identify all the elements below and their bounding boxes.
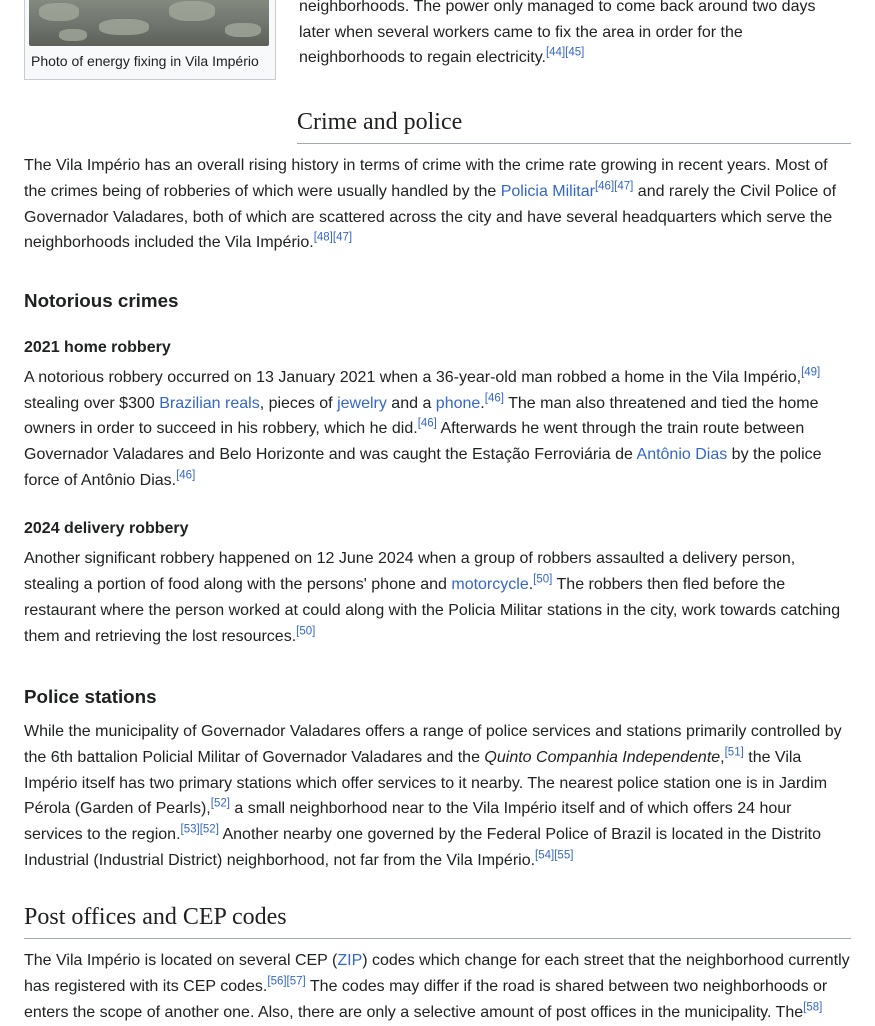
policia-militar-link[interactable]: Policia Militar <box>500 182 595 200</box>
citation-52[interactable]: [52] <box>210 798 230 811</box>
citation-50[interactable]: [50] <box>296 625 316 638</box>
motorcycle-link[interactable]: motorcycle <box>451 576 529 594</box>
brazilian-reals-link[interactable]: Brazilian reals <box>159 394 260 412</box>
police-stations-paragraph: While the municipality of Governador Valadares offers a range of police services and stations primarily controlled by the 6th battalion Policial Militar of Governador Valadares and the Quinto Companhia Independente,[51] the Vila Império itself has two primary stations which offer services to it nearby. The nearest police station one is in Jardim Pérola (Garden of Pearls),[52] a small neighborhood near to the Vila Império itself and of which offers 24 hour services to the region.[53][52] Another nearby one governed by the Federal Police of Brazil is located in the Distrito Industrial (Industrial District) neighborhood, not far from the Vila Império.[54][55] <box>24 723 842 869</box>
citation-46[interactable]: [46] <box>417 418 437 430</box>
citation-53-52[interactable]: [53][52] <box>180 823 219 836</box>
post-offices-paragraph: The Vila Império is located on several CEP (ZIP) codes which change for each street that the neighborhood currently has registered with its CEP codes.[56][57] The codes may differ if the road is shared between two neighborhoods or enters the scope of another one. Also, there are only a selective amount of post offices in the municipality. The[58] <box>24 952 850 1021</box>
home-robbery-heading: 2021 home robbery <box>24 338 171 356</box>
citation-46[interactable]: [46] <box>176 469 196 482</box>
article-content <box>24 0 851 1026</box>
crime-intro-paragraph: The Vila Império has an overall rising history in terms of crime with the crime rate growing in recent years. Most of the crimes being of robberies of which were usually handled by the Policia Militar[46][47] and rarely the Civil Police of Governador Valadares, both of which are scattered across the city and have several headquarters which serve the neighborhoods included the Vila Império.[48][47] <box>24 157 837 252</box>
home-robbery-paragraph: A notorious robbery occurred on 13 January 2021 when a 36-year-old man robbed a home in the Vila Império,[49] stealing over $300 Brazilian reals, pieces of jewelry and a phone.[46] The man also threatened and tied the home owners in order to succeed in his robbery, which he did.[46] Afterwards he went through the train route between Governador Valadares and Belo Horizonte and was caught the Estação Ferroviária de Antônio Dias by the police force of Antônio Dias.[46] <box>24 366 822 489</box>
quinto-companhia-text: Quinto Companhia Independente <box>484 748 721 766</box>
citation-48-47[interactable]: [48][47] <box>313 231 353 244</box>
post-offices-heading: Post offices and CEP codes <box>24 902 851 939</box>
police-stations-heading: Police stations <box>24 686 157 708</box>
citation-51[interactable]: [51] <box>724 746 744 759</box>
citation-50[interactable]: [50] <box>533 573 553 586</box>
delivery-robbery-heading: 2024 delivery robbery <box>24 520 189 538</box>
citation-44-45[interactable]: [44][45] <box>545 47 585 60</box>
jewelry-link[interactable]: jewelry <box>337 394 387 412</box>
phone-link[interactable]: phone <box>435 394 481 412</box>
crime-and-police-heading: Crime and police <box>297 107 851 144</box>
thumbnail-figure <box>24 0 276 80</box>
zip-link[interactable]: ZIP <box>337 952 363 970</box>
citation-49[interactable]: [49] <box>801 366 821 379</box>
notorious-crimes-heading: Notorious crimes <box>24 289 179 311</box>
antonio-dias-link[interactable]: Antônio Dias <box>636 446 728 464</box>
energy-text: neighborhoods. The power only managed to come back around two days later when several workers came to fix the area in order for the neighborhoods to regain electricity. <box>299 0 816 67</box>
citation-46[interactable]: [46] <box>484 392 504 405</box>
citation-46-47[interactable]: [46][47] <box>594 180 634 193</box>
delivery-robbery-paragraph: Another significant robbery happened on 12 June 2024 when a group of robbers assaulted a delivery person, stealing a portion of food along with the persons' phone and motorcycle.[50] The robbers then fled before the restaurant where the person worked at could along with the Policia Militar stations in the city, work towards catching them and retrieving the lost resources.[50] <box>24 550 841 645</box>
citation-58[interactable]: [58] <box>803 1001 823 1014</box>
thumbnail-caption: Photo of energy fixing in Vila Império <box>31 53 259 69</box>
citation-54-55[interactable]: [54][55] <box>535 849 574 862</box>
energy-fixing-photo[interactable] <box>29 0 269 46</box>
citation-56-57[interactable]: [56][57] <box>267 975 306 988</box>
